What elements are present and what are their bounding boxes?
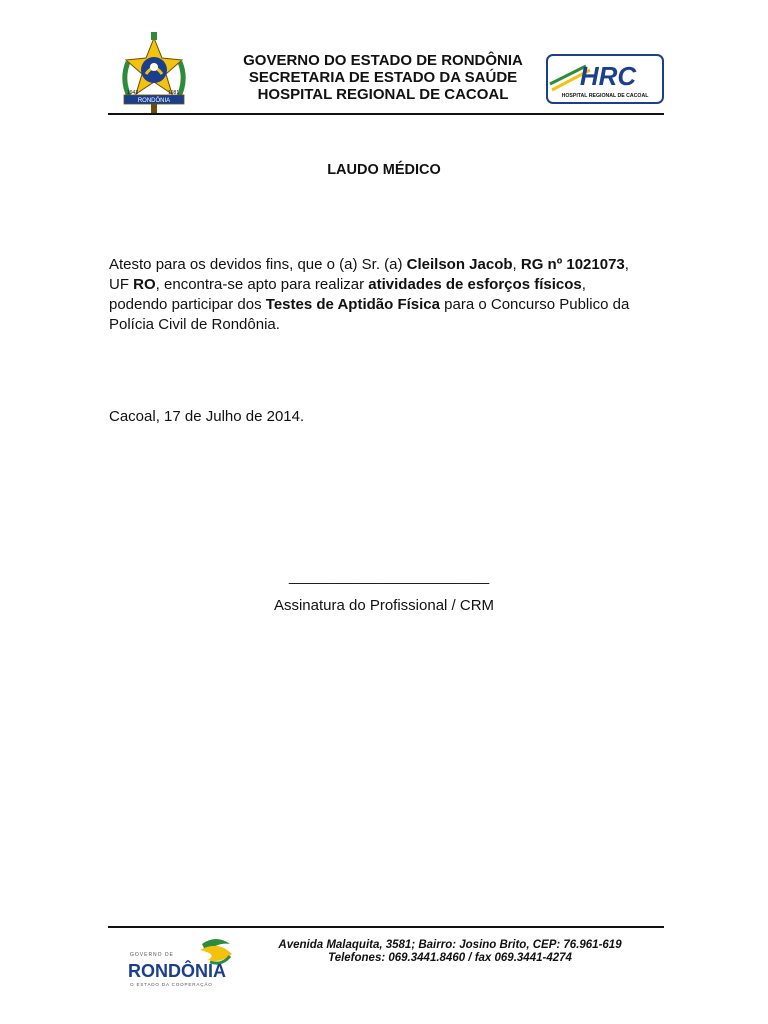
signature-label: Assinatura do Profissional / CRM (273, 597, 495, 614)
header-divider (108, 113, 664, 115)
body-line-1 (109, 255, 664, 275)
footer-address: Avenida Malaquita, 3581; Bairro: Josino Brito, CEP: 76.961-619 (278, 939, 622, 951)
governo-rondonia-logo-icon (126, 934, 238, 990)
header-line-government: GOVERNO DO ESTADO DE RONDÔNIA (243, 52, 523, 69)
document-body (109, 255, 664, 335)
state-coat-of-arms-icon (118, 32, 190, 114)
footer-divider (108, 926, 664, 928)
rondonia-logo-name: RONDÔNIA (128, 961, 226, 981)
hrc-logo-caption: HOSPITAL REGIONAL DE CACOAL (561, 93, 649, 99)
signature-line: ________________________ (289, 568, 490, 585)
date-line: Cacoal, 17 de Julho de 2014. (109, 408, 305, 425)
hrc-logo-icon (546, 54, 664, 104)
body-line-3 (109, 295, 664, 315)
patient-rg: RG nº 1021073 (520, 256, 625, 273)
coat-year-left: 1943 (127, 90, 139, 96)
body-line-2 (109, 275, 664, 295)
coat-banner-text: RONDÔNIA (137, 98, 171, 104)
body-text-segment: UF (109, 276, 134, 293)
activity-type: atividades de esforços físicos (368, 276, 582, 293)
header-line-hospital: HOSPITAL REGIONAL DE CACOAL (257, 86, 509, 103)
header-line-secretariat: SECRETARIA DE ESTADO DA SAÚDE (248, 69, 518, 86)
hrc-logo-mark: HRC (579, 61, 637, 91)
body-line-4: Polícia Civil de Rondônia. (109, 316, 280, 333)
body-text-segment: Atesto para os devidos fins, que o (a) Sr. (a) (109, 256, 407, 273)
body-text-segment: , (512, 256, 521, 273)
body-text-segment: , (581, 276, 586, 293)
rondonia-logo-top-text: GOVERNO DE (130, 952, 174, 958)
patient-name: Cleilson Jacob (406, 256, 513, 273)
footer-phones: Telefones: 069.3441.8460 / fax 069.3441-4274 (328, 952, 572, 964)
body-text-segment: podendo participar dos (109, 296, 266, 313)
footer-contact (250, 939, 650, 965)
body-text-segment: , (624, 256, 629, 273)
body-text-segment: para o Concurso Publico da (440, 296, 630, 313)
header-titles (200, 52, 566, 103)
document-title: LAUDO MÉDICO (327, 162, 441, 178)
body-text-segment: , encontra-se apto para realizar (155, 276, 369, 293)
rondonia-logo-tagline: O ESTADO DA COOPERAÇÃO (130, 982, 213, 987)
patient-uf: RO (133, 276, 156, 293)
coat-year-right: 1981 (168, 90, 180, 96)
tests-name: Testes de Aptidão Física (265, 296, 440, 313)
